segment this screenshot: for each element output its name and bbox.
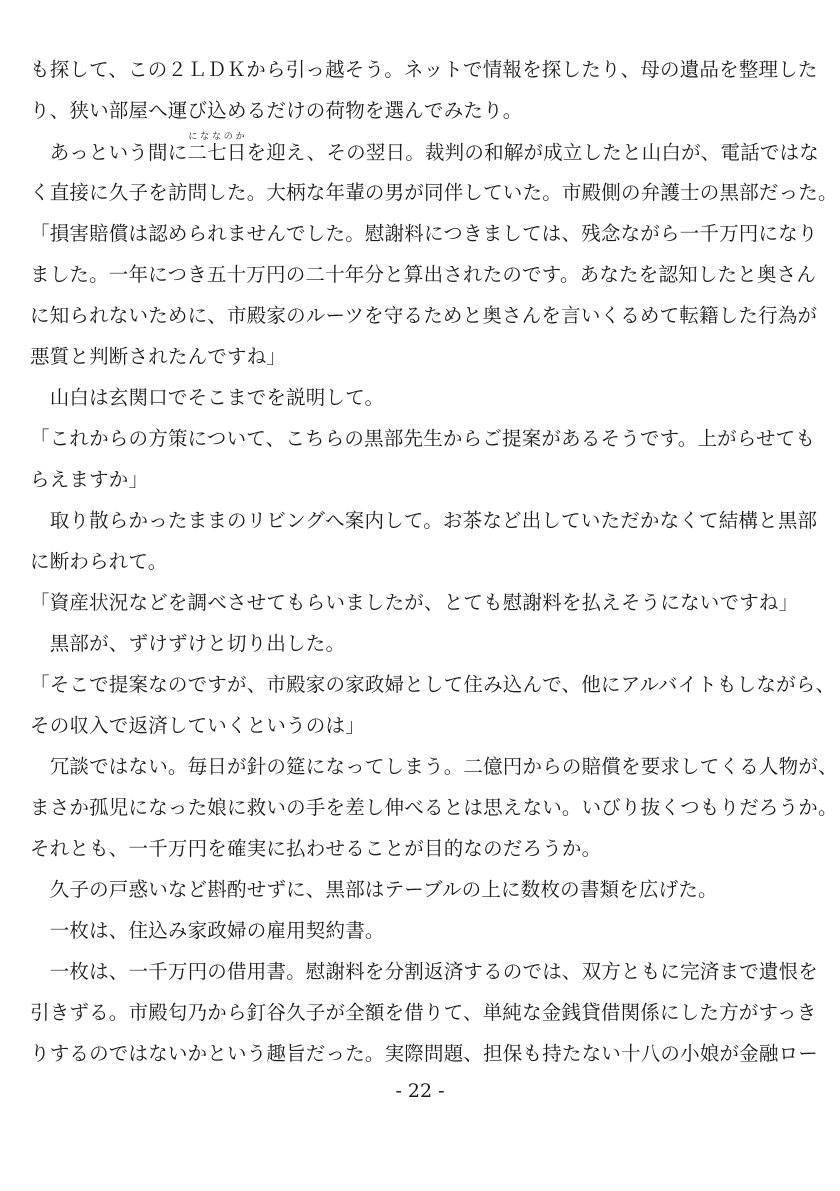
text-line-22: 一枚は、住込み家政婦の雇用契約書。 [30,919,385,942]
text-line-19: まさか孤児になった娘に救いの手を差し伸べるとは思えない。いびり抜くつもりだろうか。 [30,796,838,819]
text-line-5: 「損害賠償は認められませんでした。慰謝料につきましては、残念ながら一千万円になり [30,222,818,245]
text-line-1: も探して、この２ＬＤＫから引っ越そう。ネットで情報を探したり、母の遺品を整理した [30,58,818,81]
document-page [30,50,838,1191]
furigana-base: 二七日 [187,141,247,164]
text-line-20: それとも、一千万円を確実に払わせることが目的なのだろうか。 [30,837,602,860]
text-line-18: 冗談ではない。毎日が針の筵になってしまう。二億円からの賠償を要求してくる人物が、 [30,755,838,778]
furigana-reading: にななのか [187,132,247,142]
text-line-4: く直接に久子を訪問した。大柄な年輩の男が同伴していた。市殿側の弁護士の黒部だった。 [30,181,838,204]
ruby-line-after: を迎え、その翌日。裁判の和解が成立したと山白が、電話ではな [246,141,819,164]
text-line-7: に知られないために、市殿家のルーツを守るためと奥さんを言いくるめて転籍した行為が [30,304,818,327]
text-line-3 [30,132,820,172]
text-line-16: 「そこで提案なのですが、市殿家の家政婦として住み込んで、他にアルバイトもしながら、 [30,673,836,696]
furigana-word [187,132,247,164]
text-line-17: その収入で返済していくというのは」 [30,714,365,737]
page-number: - 22 - [395,1080,445,1102]
ruby-line-before: あっという間に [30,141,188,164]
text-line-6: ました。一年につき五十万円の二十年分と算出されたのです。あなたを認知したと奥さん [30,263,817,286]
text-line-24: 引きずる。市殿匂乃から釘谷久子が全額を借りて、単純な金銭貸借関係にした方がすっき [30,1001,817,1024]
text-line-12: 取り散らかったままのリビングへ案内して。お茶など出していただかなくて結構と黒部 [30,509,818,532]
text-line-13: に断わられて。 [30,550,168,573]
text-line-21: 久子の戸惑いなど斟酌せずに、黒部はテーブルの上に数枚の書類を広げた。 [30,878,718,901]
text-line-23: 一枚は、一千万円の借用書。慰謝料を分割返済するのでは、双方ともに完済まで遺恨を [30,960,819,983]
text-line-15: 黒部が、ずけずけと切り出した。 [30,632,346,655]
text-line-14: 「資産状況などを調べさせてもらいましたが、とても慰謝料を払えそうにないですね」 [30,591,799,614]
text-line-2: り、狭い部屋へ運び込めるだけの荷物を選んでみたり。 [30,99,523,122]
text-line-9: 山白は玄関口でそこまでを説明して。 [30,386,385,409]
text-line-10: 「これからの方策について、こちらの黒部先生からご提案があるそうです。上がらせても [30,427,816,450]
text-line-8: 悪質と判断されたんですね」 [30,345,287,368]
text-line-25: りするのではないかという趣旨だった。実際問題、担保も持たない十八の小娘が金融ロー [30,1042,819,1065]
text-line-11: らえますか」 [30,468,149,491]
